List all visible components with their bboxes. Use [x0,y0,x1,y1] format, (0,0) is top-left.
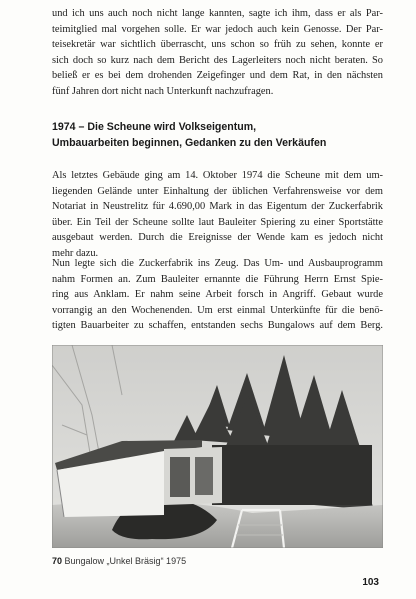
text-line: teisekretär war sichtlich überrascht, uns schon so früh zu sehen, konnte er [52,39,383,51]
text-line: teimitglied mal vorgehen solle. Er war jedoch auch kein Genosse. Der Par- [52,23,383,35]
text-line: über. Ein Teil der Scheune sollte laut Bauleiter Spiering zu einer Sportstätte [52,216,383,228]
heading-line-2: Umbauarbeiten beginnen, Gedanken zu den Verkäufen [52,136,327,149]
heading-line-1: 1974 – Die Scheune wird Volkseigentum, [52,121,257,133]
bungalow-photo-illustration [52,345,383,548]
book-page [52,0,383,599]
intro-paragraph [52,6,383,100]
caption-text: Bungalow „Unkel Bräsig“ 1975 [62,556,187,566]
section-heading [52,120,383,151]
text-line: mehr dazu. [52,247,99,259]
text-line: Nun legte sich die Zuckerfabrik ins Zeug. Das Um- und Ausbauprogramm [52,258,383,269]
text-line: nahm Formen an. Zum Bauleiter ernannte die Führung Herrn Ernst Spie- [52,273,383,285]
text-line: beließ er es bei dem drohenden Zeigefinger und dem Rat, in den nächsten [52,70,383,82]
text-line: liegenden Gelände unter Einhaltung der üblichen Verfahrensweise vor dem [52,185,383,197]
text-line: Als letztes Gebäude ging am 14. Oktober 1974 die Scheune mit dem um- [52,170,383,181]
text-line: vorrangig an den Wochenenden. Um erst einmal Unterkünfte für die benö- [52,304,383,316]
photo-caption [52,555,186,567]
paragraph-1 [52,168,383,262]
bungalow-photo [52,345,383,548]
text-line: sich doch so kurz nach dem Bericht des Lagerleiters noch nicht beraten. So [52,54,383,66]
text-line: fünf Jahren dort nicht nach Unterkunft nachzufragen. [52,85,274,97]
paragraph-2 [52,256,383,334]
text-line: ring aus Anklam. Er nahm seine Arbeit forsch in Angriff. Gebaut wurde [52,289,383,301]
page-number: 103 [362,577,379,588]
text-line: ausgebaut werden. Durch die Ereignisse der Wende kam es jedoch nicht [52,232,383,244]
text-line: und ich uns auch noch nicht lange kannten, sagte ich ihm, dass er als Par- [52,8,383,19]
text-line: Notariat in Neustrelitz für 4.690,00 Mark in das Eigentum der Zuckerfabrik [52,201,383,213]
text-line: tigten Bauarbeiter zu schaffen, entstanden sechs Bungalows auf dem Berg. [52,320,383,332]
caption-number: 70 [52,556,63,566]
